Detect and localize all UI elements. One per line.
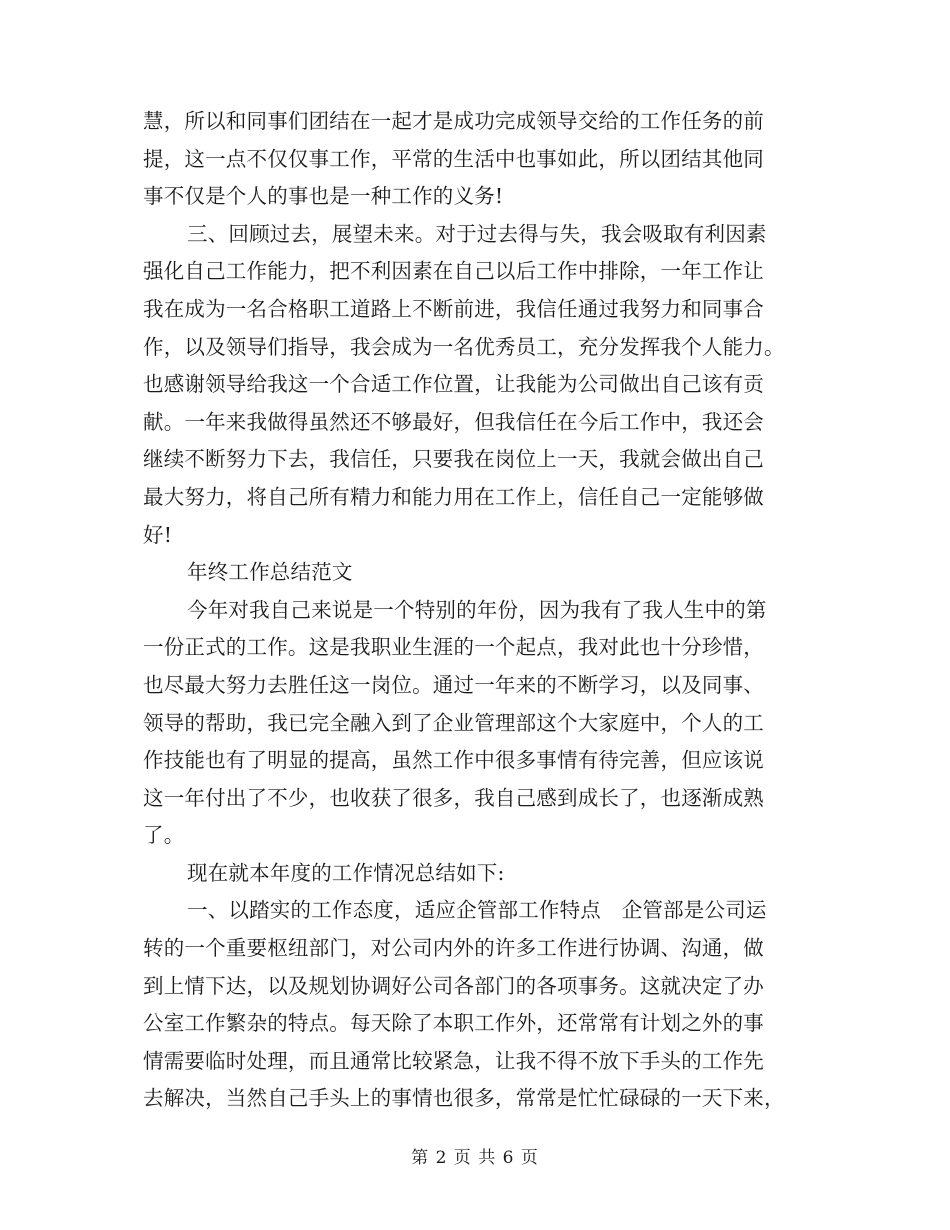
text-line: 到上情下达，以及规划协调好公司各部门的各项事务。这就决定了办 <box>143 973 764 998</box>
text-line: 情需要临时处理，而且通常比较紧急，让我不得不放下手头的工作先 <box>143 1048 764 1073</box>
text-line: 今年对我自己来说是一个特别的年份，因为我有了我人生中的第 <box>187 597 767 622</box>
text-line: 慧，所以和同事们团结在一起才是成功完成领导交给的工作任务的前 <box>143 109 764 133</box>
section-heading-line: 一、以踏实的工作态度，适应企管部工作特点 企管部是公司运 <box>187 898 767 923</box>
text-line: 事不仅是个人的事也是一种工作的义务! <box>143 184 504 209</box>
text-line: 公室工作繁杂的特点。每天除了本职工作外，还常常有计划之外的事 <box>143 1011 764 1036</box>
text-line: 领导的帮助，我已完全融入到了企业管理部这个大家庭中，个人的工 <box>143 710 764 735</box>
text-line: 继续不断努力下去，我信任，只要我在岗位上一天，我就会做出自己 <box>143 447 764 472</box>
text-line: 也感谢领导给我这一个合适工作位置，让我能为公司做出自己该有贡 <box>143 372 764 397</box>
text-line: 作，以及领导们指导，我会成为一名优秀员工，充分发挥我个人能力。 <box>143 334 785 359</box>
text-line: 也尽最大努力去胜任这一岗位。通过一年来的不断学习，以及同事、 <box>143 672 764 697</box>
text-line: 献。一年来我做得虽然还不够最好，但我信任在今后工作中，我还会 <box>143 409 764 434</box>
text-line: 好! <box>143 522 173 547</box>
text-line: 去解决，当然自己手头上的事情也很多，常常是忙忙碌碌的一天下来， <box>143 1086 785 1111</box>
text-line: 作技能也有了明显的提高，虽然工作中很多事情有待完善，但应该说 <box>143 748 764 773</box>
text-line: 这一年付出了不少，也收获了很多，我自己感到成长了，也逐渐成熟 <box>143 785 764 810</box>
text-line: 现在就本年度的工作情况总结如下: <box>187 860 505 885</box>
section-heading-line: 三、回顾过去，展望未来。对于过去得与失，我会吸取有利因素 <box>187 221 767 246</box>
text-line: 一份正式的工作。这是我职业生涯的一个起点，我对此也十分珍惜， <box>143 635 764 660</box>
text-line: 强化自己工作能力，把不利因素在自己以后工作中排除，一年工作让 <box>143 259 764 284</box>
page-number-footer: 第 2 页 共 6 页 <box>411 1148 539 1168</box>
body-text <box>143 103 808 1118</box>
text-line: 转的一个重要枢纽部门，对公司内外的许多工作进行协调、沟通，做 <box>143 936 764 961</box>
text-line: 最大努力，将自己所有精力和能力用在工作上，信任自己一定能够做 <box>143 484 764 509</box>
document-title: 年终工作总结范文 <box>187 560 353 585</box>
text-line: 了。 <box>143 823 185 848</box>
text-line: 提，这一点不仅仅事工作，平常的生活中也事如此，所以团结其他同 <box>143 146 764 171</box>
text-line: 我在成为一名合格职工道路上不断前进，我信任通过我努力和同事合 <box>143 296 764 321</box>
